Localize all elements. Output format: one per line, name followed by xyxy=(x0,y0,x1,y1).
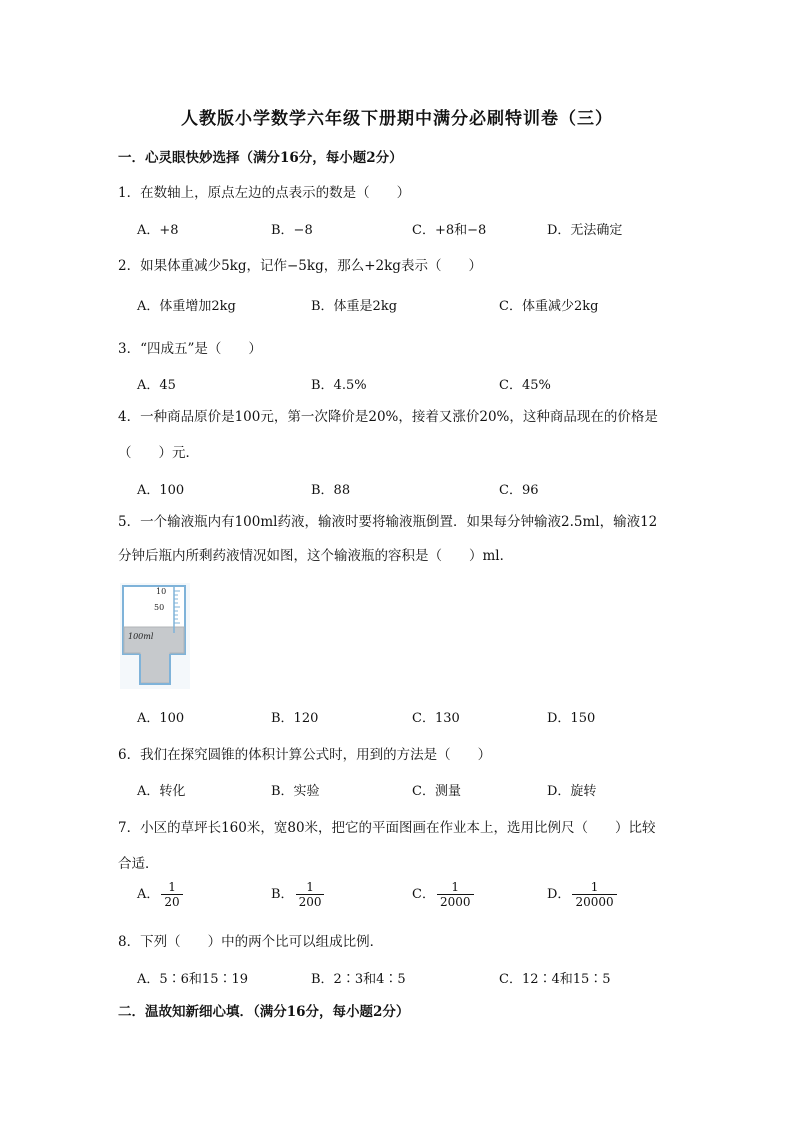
question-3-stem: 3．“四成五”是（ ） xyxy=(118,341,262,357)
q4-option-a: A．100 xyxy=(137,483,185,498)
fraction-numerator: 1 xyxy=(451,880,460,894)
fraction-numerator: 1 xyxy=(590,880,599,894)
q7-option-a xyxy=(137,880,183,909)
q7-option-c-letter: C． xyxy=(412,887,435,902)
q7-option-b-fraction xyxy=(296,880,325,909)
q3-option-a: A．45 xyxy=(137,378,176,393)
q7-option-c-fraction xyxy=(437,880,474,909)
fraction-numerator: 1 xyxy=(168,880,176,894)
fraction-denominator: 200 xyxy=(296,894,325,909)
fraction-denominator: 2000 xyxy=(437,894,474,909)
q4-option-b: B．88 xyxy=(311,483,351,498)
liquid-volume-label: 100ml xyxy=(128,632,154,641)
q3-option-b: B．4.5% xyxy=(311,378,367,393)
q6-option-b: B．实验 xyxy=(271,784,320,799)
q1-option-b: B．−8 xyxy=(271,223,313,238)
q8-option-b: B．2∶3和4∶5 xyxy=(311,972,406,987)
q2-option-b: B．体重是2kg xyxy=(311,299,398,314)
q5-option-d: D．150 xyxy=(547,711,596,726)
question-1-stem: 1．在数轴上，原点左边的点表示的数是（ ） xyxy=(118,185,411,201)
fraction-denominator: 20 xyxy=(161,894,182,909)
question-5-stem-line1: 5．一个输液瓶内有100ml药液，输液时要将输液瓶倒置．如果每分钟输液2.5ml，输液12 xyxy=(118,514,658,530)
q6-option-c: C．测量 xyxy=(412,784,461,799)
q7-option-d xyxy=(547,880,617,909)
q5-option-a: A．100 xyxy=(137,711,185,726)
q3-option-c: C．45% xyxy=(499,378,551,393)
q6-option-d: D．旋转 xyxy=(547,784,597,799)
section-heading-1: 一．心灵眼快妙选择（满分16分，每小题2分） xyxy=(118,150,403,166)
q1-option-c: C．+8和−8 xyxy=(412,223,487,238)
fraction-numerator: 1 xyxy=(306,880,314,894)
question-4-stem-line2: （ ）元． xyxy=(118,445,199,461)
question-5-stem-line2: 分钟后瓶内所剩药液情况如图，这个输液瓶的容积是（ ）ml． xyxy=(118,548,514,564)
question-8-stem: 8．下列（ ）中的两个比可以组成比例． xyxy=(118,934,384,950)
infusion-bottle-figure xyxy=(120,583,190,693)
q7-option-d-letter: D． xyxy=(547,887,571,902)
q7-option-d-fraction xyxy=(572,880,616,909)
question-6-stem: 6．我们在探究圆锥的体积计算公式时，用到的方法是（ ） xyxy=(118,747,492,763)
section-heading-2: 二．温故知新细心填．（满分16分，每小题2分） xyxy=(118,1004,410,1020)
q7-option-a-fraction xyxy=(161,880,182,909)
infusion-bottle-diagram xyxy=(120,583,190,689)
q5-option-c: C．130 xyxy=(412,711,460,726)
scale-label-top: 10 xyxy=(156,587,167,596)
q1-option-a: A．+8 xyxy=(137,223,179,238)
question-7-stem-line2: 合适． xyxy=(118,856,159,872)
q1-option-d: D．无法确定 xyxy=(547,223,623,238)
scale-label-mid: 50 xyxy=(154,603,165,612)
question-4-stem-line1: 4．一种商品原价是100元，第一次降价是20%，接着又涨价20%，这种商品现在的价格是 xyxy=(118,409,658,425)
q7-option-c xyxy=(412,880,474,909)
q7-option-b xyxy=(271,880,324,909)
q7-option-b-letter: B． xyxy=(271,887,294,902)
question-2-stem: 2．如果体重减少5kg，记作−5kg，那么+2kg表示（ ） xyxy=(118,258,482,274)
q6-option-a: A．转化 xyxy=(137,784,186,799)
q5-option-b: B．120 xyxy=(271,711,319,726)
q8-option-a: A．5∶6和15∶19 xyxy=(137,972,249,987)
question-7-stem-line1: 7．小区的草坪长160米，宽80米，把它的平面图画在作业本上，选用比例尺（ ）比较 xyxy=(118,820,656,836)
q8-option-c: C．12∶4和15∶5 xyxy=(499,972,611,987)
q7-option-a-letter: A． xyxy=(137,887,160,902)
q2-option-a: A．体重增加2kg xyxy=(137,299,236,314)
q2-option-c: C．体重减少2kg xyxy=(499,299,599,314)
fraction-denominator: 20000 xyxy=(572,894,616,909)
q4-option-c: C．96 xyxy=(499,483,539,498)
page-title: 人教版小学数学六年级下册期中满分必刷特训卷（三） xyxy=(181,109,613,129)
